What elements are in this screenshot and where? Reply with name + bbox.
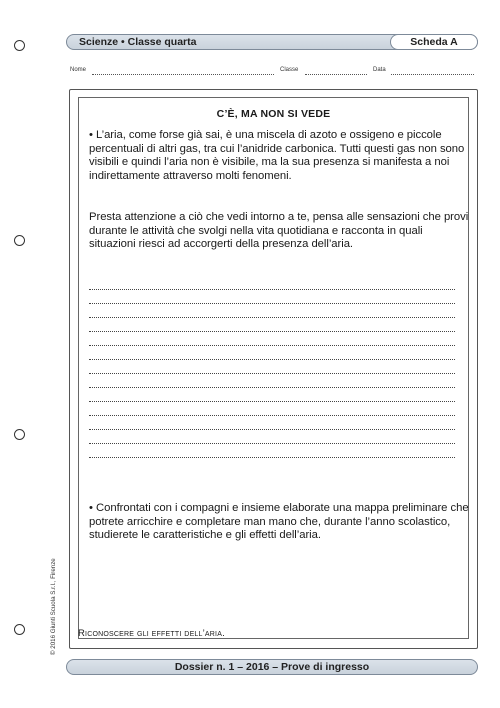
copyright-notice: © 2016 Giunti Scuola S.r.l., Firenze <box>50 558 57 655</box>
learning-objective: Riconoscere gli effetti dell’aria. <box>78 628 225 639</box>
answer-line[interactable] <box>89 388 455 402</box>
binder-hole <box>14 40 25 51</box>
name-label: Nome <box>70 67 87 73</box>
sheet-label: Scheda A <box>390 34 478 50</box>
group-activity-paragraph: • Confrontati con i compagni e insieme elaborate una mappa preliminare che potrete arricchire e completare man mano che, durante l’anno scolastico, studierete le caratteristiche e gli effetti dell’aria. <box>89 502 469 542</box>
footer-bar: Dossier n. 1 – 2016 – Prove di ingresso <box>66 659 478 675</box>
answer-line[interactable] <box>89 346 455 360</box>
answer-line[interactable] <box>89 416 455 430</box>
name-field[interactable] <box>92 67 274 75</box>
answer-line[interactable] <box>89 374 455 388</box>
class-field[interactable] <box>305 67 367 75</box>
answer-line[interactable] <box>89 402 455 416</box>
answer-line[interactable] <box>89 332 455 346</box>
worksheet-inner-box <box>78 97 469 639</box>
worksheet-box <box>69 89 478 649</box>
worksheet-title: C’È, MA NON SI VEDE <box>216 108 331 120</box>
subject-label: Scienze • Classe quarta <box>79 36 197 48</box>
answer-lines[interactable] <box>89 276 455 458</box>
answer-line[interactable] <box>89 430 455 444</box>
answer-line[interactable] <box>89 444 455 458</box>
binder-hole <box>14 235 25 246</box>
answer-line[interactable] <box>89 276 455 290</box>
answer-line[interactable] <box>89 304 455 318</box>
intro-paragraph: • L’aria, come forse già sai, è una miscela di azoto e ossigeno e piccole percentuali di altri gas, tra cui l’anidride carbonica. Tutti questi gas non sono visibili e quindi l’aria non è visibile, ma la sua presenza si manifesta a noi indirettamente attraverso molti fenomeni. <box>89 129 465 182</box>
answer-line[interactable] <box>89 290 455 304</box>
instruction-paragraph: Presta attenzione a ciò che vedi intorno a te, pensa alle sensazioni che provi durante le attività che svolgi nella vita quotidiana e racconta in quali situazioni riesci ad accorgerti della presenza dell’aria. <box>89 211 469 251</box>
header-bar <box>66 34 478 50</box>
date-label: Data <box>373 67 386 73</box>
class-label: Classe <box>280 67 299 73</box>
answer-line[interactable] <box>89 360 455 374</box>
answer-line[interactable] <box>89 318 455 332</box>
binder-hole <box>14 429 25 440</box>
binder-hole <box>14 624 25 635</box>
student-info-row <box>70 67 475 79</box>
date-field[interactable] <box>391 67 474 75</box>
